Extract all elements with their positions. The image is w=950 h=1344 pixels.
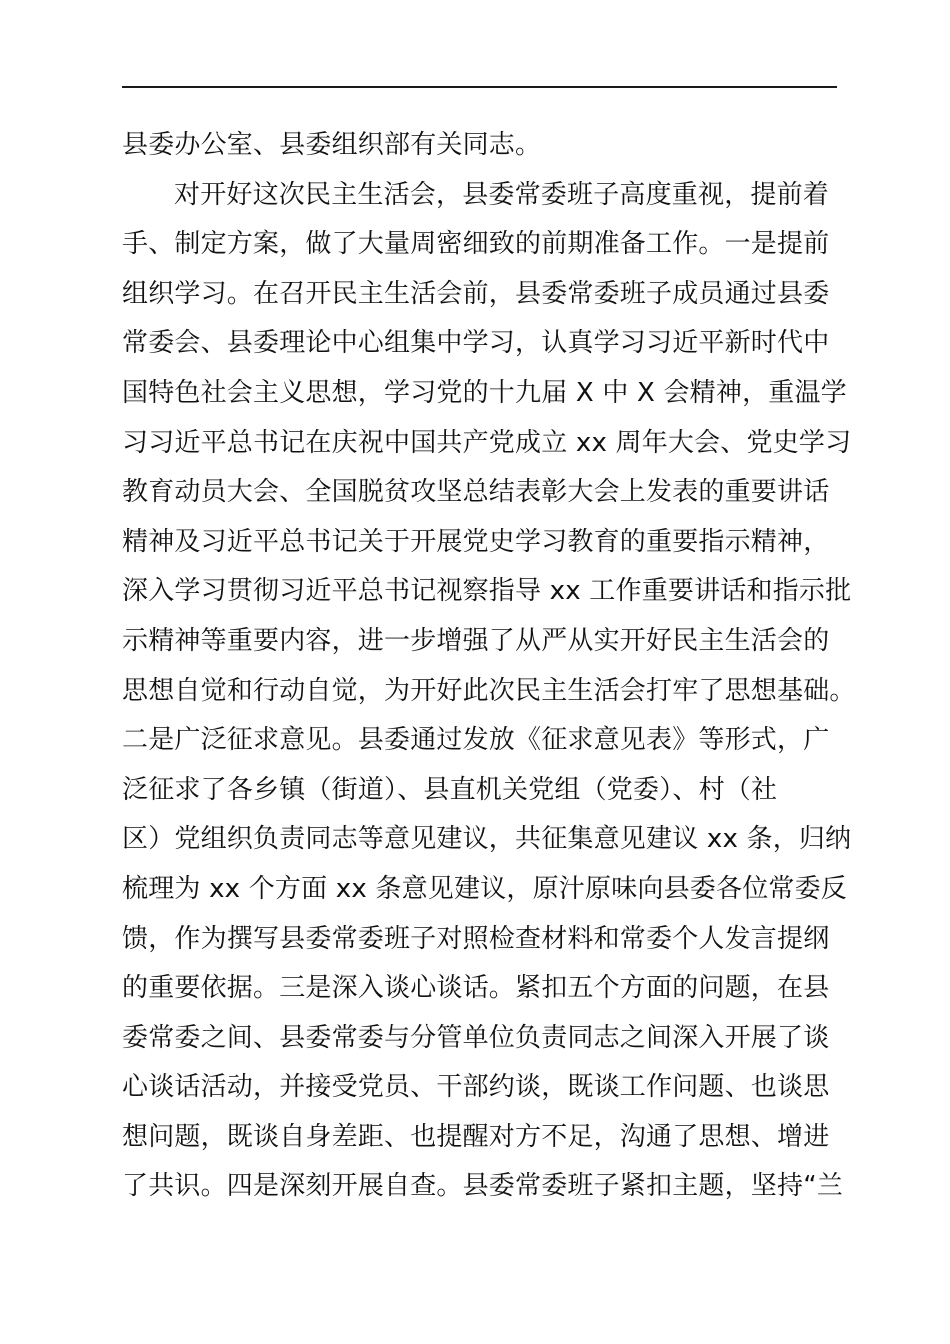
text-line: 教育动员大会、全国脱贫攻坚总结表彰大会上发表的重要讲话 xyxy=(122,477,830,508)
text-line: 组织学习。在召开民主生活会前，县委常委班子成员通过县委 xyxy=(122,278,830,309)
text-line: 国特色社会主义思想，学习党的十九届 X 中 X 会精神，重温学 xyxy=(122,377,847,408)
text-line: 区）党组织负责同志等意见建议，共征集意见建议 xx 条，归纳 xyxy=(122,824,852,855)
text-line: 常委会、县委理论中心组集中学习，认真学习习近平新时代中 xyxy=(122,328,830,359)
text-line: 县委办公室、县委组织部有关同志。 xyxy=(122,130,542,160)
text-line: 深入学习贯彻习近平总书记视察指导 xx 工作重要讲话和指示批 xyxy=(122,576,852,607)
text-line: 精神及习近平总书记关于开展党史学习教育的重要指示精神， xyxy=(122,526,830,557)
text-line: 委常委之间、县委常委与分管单位负责同志之间深入开展了谈 xyxy=(122,1022,830,1053)
text-line: 思想自觉和行动自觉，为开好此次民主生活会打牢了思想基础。 xyxy=(122,675,856,706)
text-line: 想问题，既谈自身差距、也提醒对方不足，沟通了思想、增进 xyxy=(122,1121,830,1152)
body-text xyxy=(122,121,862,1212)
text-line: 心谈话活动，并接受党员、干部约谈，既谈工作问题、也谈思 xyxy=(122,1072,830,1103)
text-line-paragraph-start: 对开好这次民主生活会，县委常委班子高度重视，提前着 xyxy=(174,179,830,210)
text-line: 梳理为 xx 个方面 xx 条意见建议，原汁原味向县委各位常委反 xyxy=(122,873,848,904)
text-line: 了共识。四是深刻开展自查。县委常委班子紧扣主题，坚持“兰 xyxy=(122,1171,844,1202)
text-line: 习习近平总书记在庆祝中国共产党成立 xx 周年大会、党史学习 xyxy=(122,427,852,458)
text-line: 泛征求了各乡镇（街道）、县直机关党组（党委）、村（社 xyxy=(122,774,778,805)
text-line: 示精神等重要内容，进一步增强了从严从实开好民主生活会的 xyxy=(122,625,830,656)
text-line: 二是广泛征求意见。县委通过发放《征求意见表》等形式，广 xyxy=(122,725,830,756)
text-line: 馈，作为撰写县委常委班子对照检查材料和常委个人发言提纲 xyxy=(122,923,830,954)
text-line: 手、制定方案，做了大量周密细致的前期准备工作。一是提前 xyxy=(122,229,830,260)
text-line: 的重要依据。三是深入谈心谈话。紧扣五个方面的问题，在县 xyxy=(122,973,830,1004)
header-rule xyxy=(122,86,837,88)
